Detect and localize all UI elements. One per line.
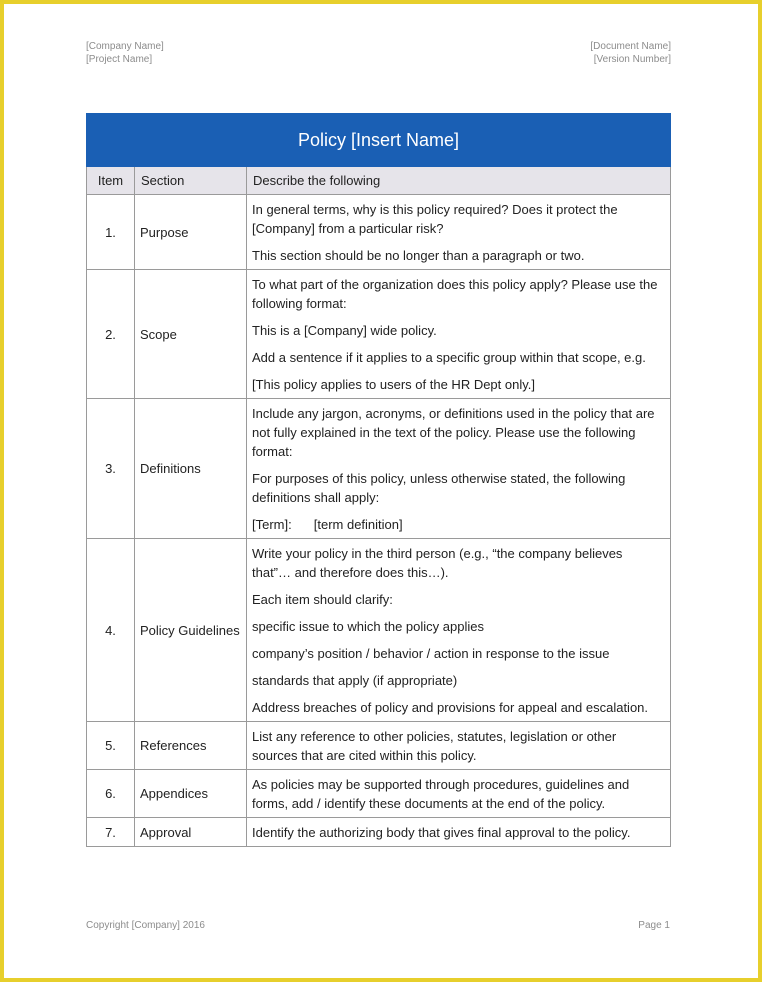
description-paragraph: Identify the authorizing body that gives final approval to the policy. (252, 825, 631, 840)
description-paragraph: specific issue to which the policy applies (252, 619, 484, 634)
section-name: Appendices (135, 770, 247, 818)
section-description (247, 195, 671, 270)
term-definition-line (252, 515, 665, 534)
item-number: 5. (87, 722, 135, 770)
table-row (87, 399, 671, 539)
description-paragraph: List any reference to other policies, statutes, legislation or other sources that are cited within this policy. (252, 729, 617, 763)
description-paragraph: This is a [Company] wide policy. (252, 323, 437, 338)
company-name: [Company Name] (86, 41, 164, 52)
footer-copyright: Copyright [Company] 2016 (86, 920, 205, 931)
title-row (87, 114, 671, 167)
description-paragraph: Add a sentence if it applies to a specific group within that scope, e.g. (252, 350, 646, 365)
section-name: Approval (135, 818, 247, 847)
term-placeholder: [Term]: (252, 517, 292, 532)
section-name: Definitions (135, 399, 247, 539)
table-row (87, 722, 671, 770)
version-number: [Version Number] (593, 54, 671, 65)
section-description (247, 539, 671, 722)
description-paragraph: As policies may be supported through procedures, guidelines and forms, add / identify these documents at the end of the policy. (252, 777, 630, 811)
table-row (87, 270, 671, 399)
section-name: References (135, 722, 247, 770)
table-row (87, 818, 671, 847)
description-paragraph: For purposes of this policy, unless otherwise stated, the following definitions shall apply: (252, 471, 626, 505)
section-description (247, 399, 671, 539)
policy-table (86, 113, 671, 847)
description-paragraph: [This policy applies to users of the HR Dept only.] (252, 377, 535, 392)
policy-title: Policy [Insert Name] (87, 114, 671, 167)
item-number: 7. (87, 818, 135, 847)
description-paragraph: Include any jargon, acronyms, or definitions used in the policy that are not fully explained in the text of the policy. Please use the following format: (252, 406, 655, 459)
document-name: [Document Name] (590, 41, 671, 52)
section-name: Purpose (135, 195, 247, 270)
item-number: 3. (87, 399, 135, 539)
description-paragraph: This section should be no longer than a paragraph or two. (252, 248, 585, 263)
column-header-row (87, 167, 671, 195)
item-number: 1. (87, 195, 135, 270)
column-header-item: Item (87, 167, 135, 195)
section-name: Policy Guidelines (135, 539, 247, 722)
description-paragraph: In general terms, why is this policy required? Does it protect the [Company] from a particular risk? (252, 202, 618, 236)
section-description (247, 818, 671, 847)
item-number: 6. (87, 770, 135, 818)
column-header-description: Describe the following (247, 167, 671, 195)
section-description (247, 770, 671, 818)
section-description (247, 270, 671, 399)
term-definition-placeholder: [term definition] (313, 517, 403, 532)
table-row (87, 539, 671, 722)
column-header-section: Section (135, 167, 247, 195)
section-name: Scope (135, 270, 247, 399)
footer-page-number: Page 1 (638, 920, 670, 931)
table-row (87, 195, 671, 270)
table-row (87, 770, 671, 818)
item-number: 2. (87, 270, 135, 399)
description-paragraph: Write your policy in the third person (e.g., “the company believes that”… and therefore does this…). (252, 546, 623, 580)
description-paragraph: company’s position / behavior / action in response to the issue (252, 646, 610, 661)
header-right (590, 40, 671, 66)
item-number: 4. (87, 539, 135, 722)
section-description (247, 722, 671, 770)
description-paragraph: To what part of the organization does this policy apply? Please use the following format: (252, 277, 658, 311)
project-name: [Project Name] (86, 54, 153, 65)
description-paragraph: Each item should clarify: (252, 592, 393, 607)
header-left (86, 40, 164, 66)
description-paragraph: standards that apply (if appropriate) (252, 673, 458, 688)
description-paragraph: Address breaches of policy and provisions for appeal and escalation. (252, 700, 649, 715)
